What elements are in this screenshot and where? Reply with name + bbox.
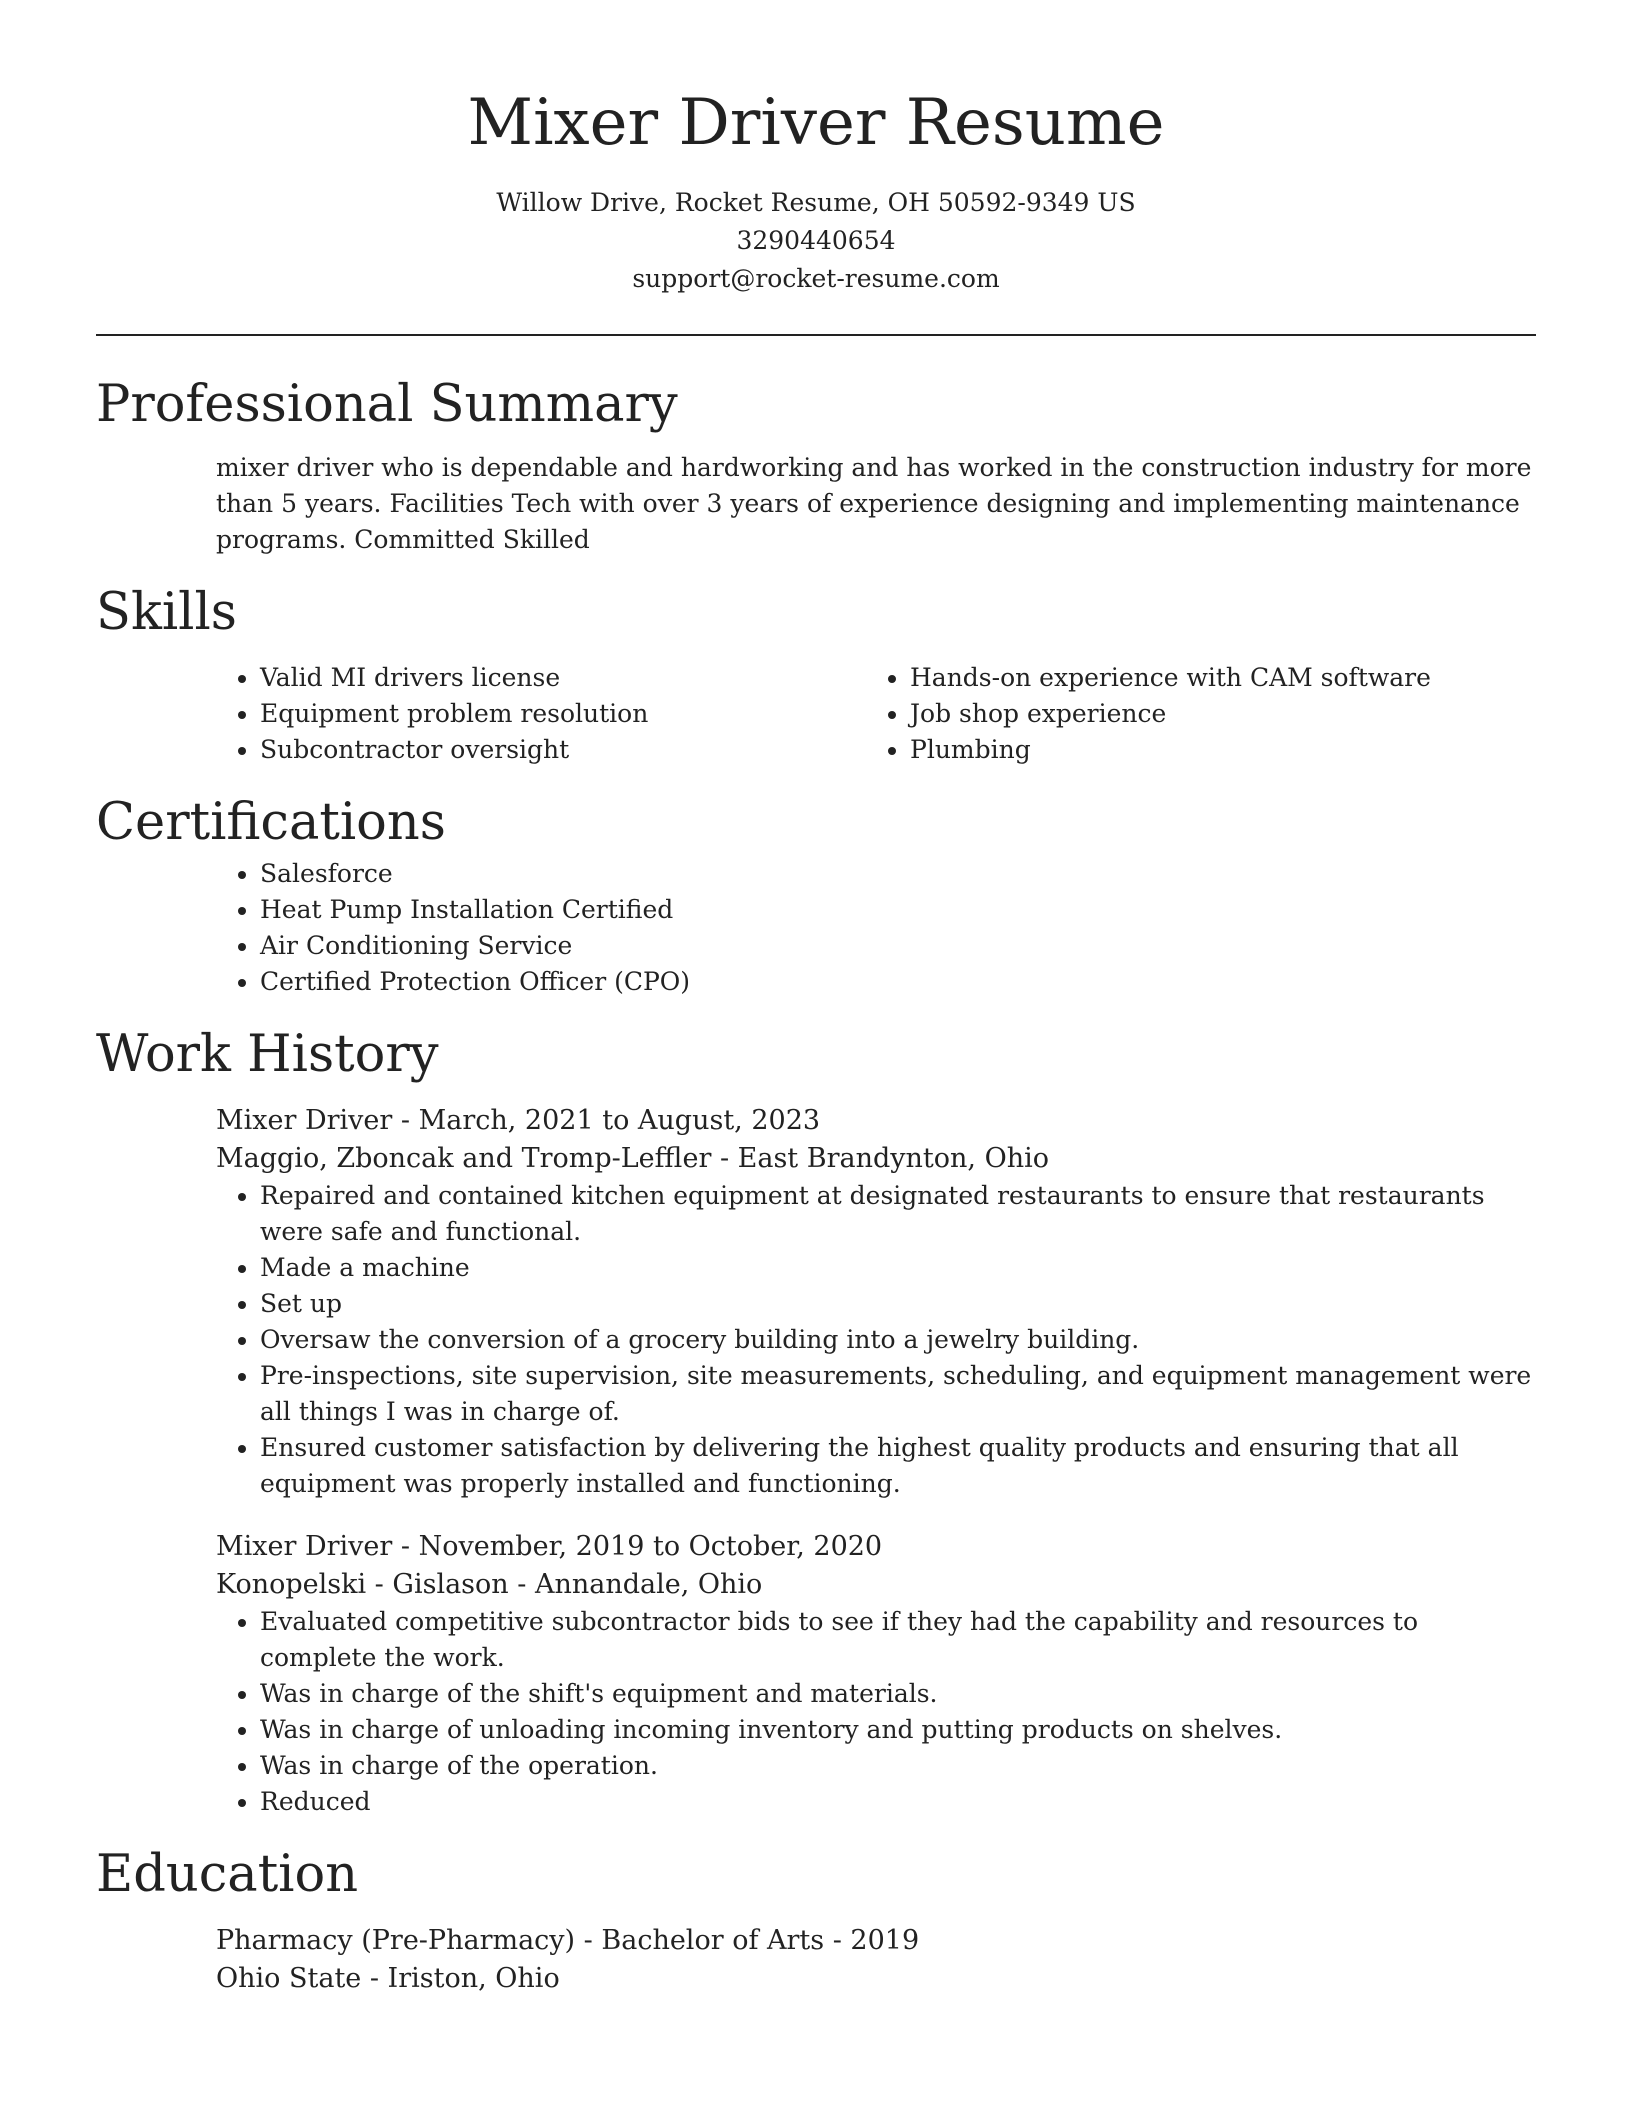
education-entry xyxy=(216,1922,1536,1998)
resume-header xyxy=(96,78,1536,298)
skill-item: • Plumbing xyxy=(910,732,1516,768)
skill-item: • Job shop experience xyxy=(910,696,1516,732)
contact-info xyxy=(96,184,1536,298)
skill-item: • Subcontractor oversight xyxy=(260,732,866,768)
job-company-line: Maggio, Zboncak and Tromp-Leffler - East Brandynton, Ohio xyxy=(216,1143,1049,1174)
education-school-line: Ohio State - Iriston, Ohio xyxy=(216,1963,560,1994)
job-detail-item: • Was in charge of the operation. xyxy=(260,1748,1536,1784)
job-detail-item: • Oversaw the conversion of a grocery building into a jewelry building. xyxy=(260,1322,1536,1358)
job-detail-item: • Was in charge of unloading incoming inventory and putting products on shelves. xyxy=(260,1712,1536,1748)
contact-phone: 3290440654 xyxy=(736,226,896,255)
skill-item: • Hands-on experience with CAM software xyxy=(910,660,1516,696)
job-detail-item: • Set up xyxy=(260,1286,1536,1322)
summary-section xyxy=(216,450,1536,558)
job-entry xyxy=(216,1102,1536,1502)
work-history-heading: Work History xyxy=(96,1025,439,1084)
skills-grid xyxy=(216,660,1536,768)
certifications-heading: Certifications xyxy=(96,793,446,852)
job-detail-item: • Was in charge of the shift's equipment and materials. xyxy=(260,1676,1536,1712)
work-history-section xyxy=(216,1102,1536,1820)
certification-item: • Salesforce xyxy=(260,856,1536,892)
job-detail-item: • Ensured customer satisfaction by delivering the highest quality products and ensuring that all equipment was properly installed and functioning. xyxy=(260,1430,1536,1502)
skills-section xyxy=(216,660,1536,768)
certification-item: • Heat Pump Installation Certified xyxy=(260,892,1536,928)
job-title-line: Mixer Driver - March, 2021 to August, 2023 xyxy=(216,1105,821,1136)
job-detail-item: • Evaluated competitive subcontractor bids to see if they had the capability and resources to complete the work. xyxy=(260,1604,1536,1676)
contact-email: support@rocket-resume.com xyxy=(632,264,1000,293)
skills-heading: Skills xyxy=(96,583,237,642)
education-section xyxy=(216,1922,1536,1998)
summary-text: mixer driver who is dependable and hardworking and has worked in the construction industry for more than 5 years. Facilities Tech with over 3 years of experience designing and implementing maintenance programs. Committed Skilled xyxy=(216,453,1532,554)
job-detail-item: • Pre-inspections, site supervision, site measurements, scheduling, and equipment management were all things I was in charge of. xyxy=(260,1358,1536,1430)
job-company-line: Konopelski - Gislason - Annandale, Ohio xyxy=(216,1569,763,1600)
skills-column-left xyxy=(216,660,866,768)
job-entry xyxy=(216,1528,1536,1820)
resume-page xyxy=(96,78,1536,1998)
job-detail-item: • Made a machine xyxy=(260,1250,1536,1286)
skills-column-right xyxy=(866,660,1516,768)
header-divider xyxy=(96,334,1536,336)
contact-address: Willow Drive, Rocket Resume, OH 50592-9349 US xyxy=(496,188,1136,217)
certification-item: • Air Conditioning Service xyxy=(260,928,1536,964)
certification-item: • Certified Protection Officer (CPO) xyxy=(260,964,1536,1000)
education-heading: Education xyxy=(96,1845,359,1904)
skill-item: • Equipment problem resolution xyxy=(260,696,866,732)
job-title-line: Mixer Driver - November, 2019 to October, 2020 xyxy=(216,1531,883,1562)
resume-title: Mixer Driver Resume xyxy=(467,86,1165,160)
job-detail-item: • Reduced xyxy=(260,1784,1536,1820)
summary-heading: Professional Summary xyxy=(96,375,678,434)
education-degree-line: Pharmacy (Pre-Pharmacy) - Bachelor of Arts - 2019 xyxy=(216,1925,920,1956)
job-detail-item: • Repaired and contained kitchen equipment at designated restaurants to ensure that restaurants were safe and functional. xyxy=(260,1178,1536,1250)
skill-item: • Valid MI drivers license xyxy=(260,660,866,696)
certifications-section xyxy=(216,856,1536,1000)
